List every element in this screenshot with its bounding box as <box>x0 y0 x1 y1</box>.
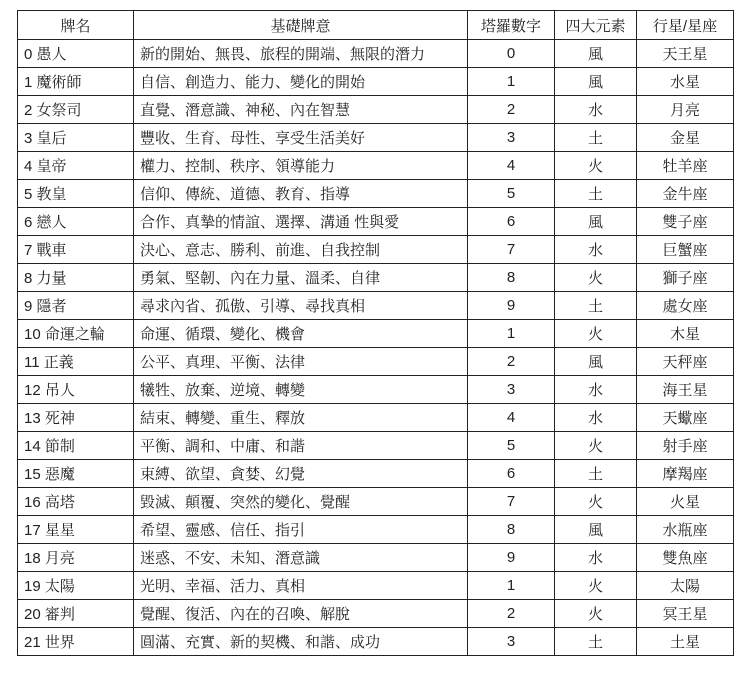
number-cell: 1 <box>468 320 555 348</box>
number-cell: 5 <box>468 180 555 208</box>
meaning-cell: 迷惑、不安、未知、潛意識 <box>134 544 468 572</box>
meaning-cell: 合作、真摯的情誼、選擇、溝通 性與愛 <box>134 208 468 236</box>
table-row <box>18 68 734 96</box>
planet-cell: 摩羯座 <box>637 460 734 488</box>
meaning-cell: 光明、幸福、活力、真相 <box>134 572 468 600</box>
element-cell: 火 <box>555 488 637 516</box>
table-row <box>18 544 734 572</box>
table-row <box>18 600 734 628</box>
meaning-cell: 圓滿、充實、新的契機、和諧、成功 <box>134 628 468 656</box>
element-cell: 土 <box>555 628 637 656</box>
table-row <box>18 572 734 600</box>
card-name-cell: 12 吊人 <box>18 376 134 404</box>
number-cell: 8 <box>468 516 555 544</box>
planet-cell: 火星 <box>637 488 734 516</box>
planet-cell: 雙子座 <box>637 208 734 236</box>
number-cell: 4 <box>468 152 555 180</box>
meaning-cell: 豐收、生育、母性、享受生活美好 <box>134 124 468 152</box>
meaning-cell: 決心、意志、勝利、前進、自我控制 <box>134 236 468 264</box>
meaning-cell: 勇氣、堅韌、內在力量、溫柔、自律 <box>134 264 468 292</box>
planet-cell: 冥王星 <box>637 600 734 628</box>
meaning-cell: 束縛、欲望、貪婪、幻覺 <box>134 460 468 488</box>
number-cell: 3 <box>468 124 555 152</box>
number-cell: 1 <box>468 68 555 96</box>
element-cell: 風 <box>555 348 637 376</box>
card-name-cell: 17 星星 <box>18 516 134 544</box>
card-name-cell: 18 月亮 <box>18 544 134 572</box>
card-name-cell: 4 皇帝 <box>18 152 134 180</box>
planet-cell: 天王星 <box>637 40 734 68</box>
card-name-cell: 14 節制 <box>18 432 134 460</box>
planet-cell: 土星 <box>637 628 734 656</box>
number-cell: 9 <box>468 292 555 320</box>
number-cell: 2 <box>468 600 555 628</box>
table-row <box>18 208 734 236</box>
card-name-cell: 13 死神 <box>18 404 134 432</box>
element-cell: 風 <box>555 208 637 236</box>
meaning-cell: 犧牲、放棄、逆境、轉變 <box>134 376 468 404</box>
header-element: 四大元素 <box>555 11 637 40</box>
header-card-name: 牌名 <box>18 11 134 40</box>
table-row <box>18 124 734 152</box>
meaning-cell: 新的開始、無畏、旅程的開端、無限的潛力 <box>134 40 468 68</box>
number-cell: 2 <box>468 96 555 124</box>
meaning-cell: 結束、轉變、重生、釋放 <box>134 404 468 432</box>
number-cell: 1 <box>468 572 555 600</box>
planet-cell: 獅子座 <box>637 264 734 292</box>
card-name-cell: 19 太陽 <box>18 572 134 600</box>
planet-cell: 金星 <box>637 124 734 152</box>
card-name-cell: 0 愚人 <box>18 40 134 68</box>
element-cell: 土 <box>555 180 637 208</box>
table-row <box>18 180 734 208</box>
element-cell: 火 <box>555 432 637 460</box>
card-name-cell: 15 惡魔 <box>18 460 134 488</box>
card-name-cell: 9 隱者 <box>18 292 134 320</box>
element-cell: 土 <box>555 124 637 152</box>
table-row <box>18 516 734 544</box>
table-row <box>18 236 734 264</box>
card-name-cell: 21 世界 <box>18 628 134 656</box>
card-name-cell: 16 高塔 <box>18 488 134 516</box>
card-name-cell: 20 審判 <box>18 600 134 628</box>
card-name-cell: 8 力量 <box>18 264 134 292</box>
table-row <box>18 152 734 180</box>
table-row <box>18 488 734 516</box>
planet-cell: 天蠍座 <box>637 404 734 432</box>
meaning-cell: 覺醒、復活、內在的召喚、解脫 <box>134 600 468 628</box>
card-name-cell: 1 魔術師 <box>18 68 134 96</box>
tarot-table <box>17 10 734 656</box>
element-cell: 水 <box>555 544 637 572</box>
element-cell: 火 <box>555 152 637 180</box>
number-cell: 0 <box>468 40 555 68</box>
number-cell: 2 <box>468 348 555 376</box>
planet-cell: 牡羊座 <box>637 152 734 180</box>
number-cell: 3 <box>468 628 555 656</box>
number-cell: 6 <box>468 460 555 488</box>
element-cell: 水 <box>555 96 637 124</box>
number-cell: 7 <box>468 236 555 264</box>
card-name-cell: 7 戰車 <box>18 236 134 264</box>
planet-cell: 月亮 <box>637 96 734 124</box>
header-meaning: 基礎牌意 <box>134 11 468 40</box>
element-cell: 水 <box>555 376 637 404</box>
table-row <box>18 628 734 656</box>
header-number: 塔羅數字 <box>468 11 555 40</box>
element-cell: 水 <box>555 404 637 432</box>
table-row <box>18 320 734 348</box>
element-cell: 風 <box>555 40 637 68</box>
number-cell: 5 <box>468 432 555 460</box>
card-name-cell: 3 皇后 <box>18 124 134 152</box>
header-planet: 行星/星座 <box>637 11 734 40</box>
meaning-cell: 命運、循環、變化、機會 <box>134 320 468 348</box>
meaning-cell: 尋求內省、孤傲、引導、尋找真相 <box>134 292 468 320</box>
table-row <box>18 376 734 404</box>
meaning-cell: 平衡、調和、中庸、和諧 <box>134 432 468 460</box>
planet-cell: 處女座 <box>637 292 734 320</box>
card-name-cell: 6 戀人 <box>18 208 134 236</box>
planet-cell: 太陽 <box>637 572 734 600</box>
element-cell: 火 <box>555 320 637 348</box>
card-name-cell: 5 教皇 <box>18 180 134 208</box>
element-cell: 土 <box>555 460 637 488</box>
element-cell: 火 <box>555 264 637 292</box>
element-cell: 水 <box>555 236 637 264</box>
planet-cell: 金牛座 <box>637 180 734 208</box>
element-cell: 風 <box>555 68 637 96</box>
meaning-cell: 希望、靈感、信任、指引 <box>134 516 468 544</box>
number-cell: 8 <box>468 264 555 292</box>
table-row <box>18 460 734 488</box>
element-cell: 火 <box>555 600 637 628</box>
meaning-cell: 自信、創造力、能力、變化的開始 <box>134 68 468 96</box>
card-name-cell: 10 命運之輪 <box>18 320 134 348</box>
table-row <box>18 404 734 432</box>
number-cell: 7 <box>468 488 555 516</box>
planet-cell: 天秤座 <box>637 348 734 376</box>
number-cell: 9 <box>468 544 555 572</box>
meaning-cell: 信仰、傳統、道德、教育、指導 <box>134 180 468 208</box>
number-cell: 4 <box>468 404 555 432</box>
meaning-cell: 公平、真理、平衡、法律 <box>134 348 468 376</box>
number-cell: 6 <box>468 208 555 236</box>
table-row <box>18 432 734 460</box>
table-row <box>18 40 734 68</box>
planet-cell: 雙魚座 <box>637 544 734 572</box>
element-cell: 土 <box>555 292 637 320</box>
table-row <box>18 348 734 376</box>
planet-cell: 水星 <box>637 68 734 96</box>
meaning-cell: 權力、控制、秩序、領導能力 <box>134 152 468 180</box>
header-row <box>18 11 734 40</box>
table-row <box>18 96 734 124</box>
planet-cell: 巨蟹座 <box>637 236 734 264</box>
meaning-cell: 直覺、潛意識、神秘、內在智慧 <box>134 96 468 124</box>
card-name-cell: 11 正義 <box>18 348 134 376</box>
planet-cell: 水瓶座 <box>637 516 734 544</box>
table-row <box>18 264 734 292</box>
number-cell: 3 <box>468 376 555 404</box>
meaning-cell: 毀滅、顛覆、突然的變化、覺醒 <box>134 488 468 516</box>
planet-cell: 木星 <box>637 320 734 348</box>
element-cell: 火 <box>555 572 637 600</box>
planet-cell: 海王星 <box>637 376 734 404</box>
planet-cell: 射手座 <box>637 432 734 460</box>
card-name-cell: 2 女祭司 <box>18 96 134 124</box>
table-row <box>18 292 734 320</box>
element-cell: 風 <box>555 516 637 544</box>
